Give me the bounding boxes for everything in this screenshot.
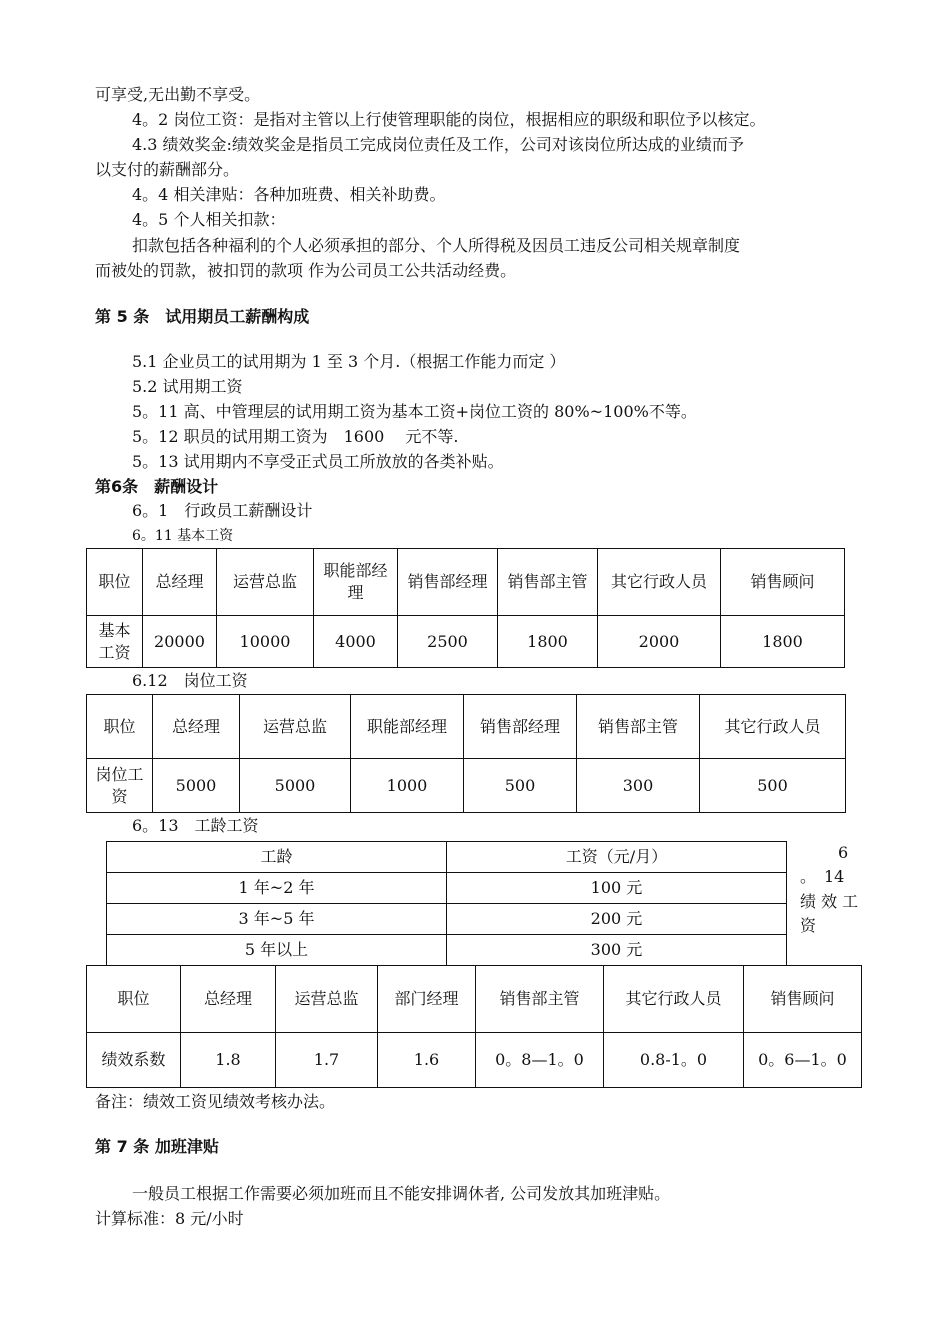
section-heading-fragment: 绩 效 工 [800, 892, 859, 911]
article-7-heading: 第 7 条 加班津贴 [95, 1137, 219, 1156]
text-line: 5。12 职员的试用期工资为 1600 元不等. [132, 427, 459, 446]
value-cell: 2000 [598, 616, 721, 668]
header-cell: 销售部主管 [476, 966, 604, 1033]
header-cell: 部门经理 [378, 966, 476, 1033]
header-cell: 总经理 [181, 966, 276, 1033]
text-line: 扣款包括各种福利的个人必须承担的部分、个人所得税及因员工违反公司相关规章制度 [132, 236, 741, 255]
header-cell: 销售顾问 [744, 966, 862, 1033]
row-label-cell: 岗位工资 [87, 759, 153, 813]
value-cell: 1.6 [378, 1033, 476, 1088]
header-cell: 职能部经理 [351, 695, 464, 759]
value-cell: 0。8—1。0 [476, 1033, 604, 1088]
value-cell: 5 年以上 [107, 935, 447, 966]
value-cell: 100 元 [447, 873, 787, 904]
text-line: 4。4 相关津贴：各种加班费、相关补助费。 [132, 185, 446, 204]
section-heading-fragment: 。 14 [800, 867, 845, 886]
value-cell: 1000 [351, 759, 464, 813]
text-line: 4。5 个人相关扣款： [132, 210, 286, 229]
seniority-salary-table [106, 841, 787, 966]
section-heading: 6。1 行政员工薪酬设计 [132, 501, 313, 520]
text-line: 5。11 高、中管理层的试用期工资为基本工资+岗位工资的 80%~100%不等。 [132, 402, 697, 421]
value-cell: 1.7 [276, 1033, 378, 1088]
header-cell: 职位 [87, 966, 181, 1033]
value-cell: 5000 [153, 759, 240, 813]
value-cell: 2500 [398, 616, 498, 668]
text-line: 而被处的罚款，被扣罚的款项 作为公司员工公共活动经费。 [95, 261, 517, 280]
text-line: 4.3 绩效奖金:绩效奖金是指员工完成岗位责任及工作，公司对该岗位所达成的业绩而予 [132, 135, 744, 154]
header-cell: 总经理 [143, 549, 217, 616]
article-6-heading: 第6条 薪酬设计 [95, 477, 219, 496]
header-cell: 其它行政人员 [598, 549, 721, 616]
performance-coefficient-table [86, 965, 862, 1088]
value-cell: 1 年~2 年 [107, 873, 447, 904]
value-cell: 300 [577, 759, 700, 813]
value-cell: 0.8-1。0 [604, 1033, 744, 1088]
header-cell: 运营总监 [240, 695, 351, 759]
value-cell: 5000 [240, 759, 351, 813]
text-line: 5.1 企业员工的试用期为 1 至 3 个月.（根据工作能力而定 ） [132, 352, 566, 371]
row-label-cell: 基本工资 [87, 616, 143, 668]
header-cell: 其它行政人员 [604, 966, 744, 1033]
header-cell: 销售部经理 [398, 549, 498, 616]
header-cell: 销售部主管 [577, 695, 700, 759]
header-cell: 运营总监 [217, 549, 314, 616]
section-heading-fragment: 资 [800, 916, 817, 935]
value-cell: 500 [464, 759, 577, 813]
article-5-heading: 第 5 条 试用期员工薪酬构成 [95, 307, 310, 326]
value-cell: 500 [700, 759, 846, 813]
text-line: 可享受,无出勤不享受。 [95, 85, 261, 104]
value-cell: 4000 [314, 616, 398, 668]
header-cell: 工龄 [107, 842, 447, 873]
header-cell: 销售部经理 [464, 695, 577, 759]
header-cell: 职能部经理 [314, 549, 398, 616]
header-cell: 职位 [87, 695, 153, 759]
text-line: 4。2 岗位工资：是指对主管以上行使管理职能的岗位，根据相应的职级和职位予以核定。 [132, 110, 766, 129]
value-cell: 200 元 [447, 904, 787, 935]
text-line: 5.2 试用期工资 [132, 377, 243, 396]
header-cell: 销售顾问 [721, 549, 845, 616]
base-salary-table [86, 548, 845, 668]
value-cell: 1.8 [181, 1033, 276, 1088]
row-label-cell: 绩效系数 [87, 1033, 181, 1088]
section-heading: 6。11 基本工资 [132, 528, 234, 544]
header-cell: 职位 [87, 549, 143, 616]
section-heading: 6。13 工龄工资 [132, 816, 259, 835]
text-line: 一般员工根据工作需要必须加班而且不能安排调休者, 公司发放其加班津贴。 [132, 1184, 671, 1203]
note: 备注：绩效工资见绩效考核办法。 [95, 1092, 336, 1111]
value-cell: 3 年~5 年 [107, 904, 447, 935]
value-cell: 0。6—1。0 [744, 1033, 862, 1088]
section-heading: 6.12 岗位工资 [132, 671, 248, 690]
section-heading-fragment: 6 [838, 843, 849, 862]
header-cell: 工资（元/月） [447, 842, 787, 873]
post-salary-table [86, 694, 846, 813]
text-line: 5。13 试用期内不享受正式员工所放放的各类补贴。 [132, 452, 504, 471]
value-cell: 1800 [498, 616, 598, 668]
header-cell: 总经理 [153, 695, 240, 759]
text-line: 以支付的薪酬部分。 [95, 160, 240, 179]
value-cell: 1800 [721, 616, 845, 668]
header-cell: 其它行政人员 [700, 695, 846, 759]
header-cell: 销售部主管 [498, 549, 598, 616]
header-cell: 运营总监 [276, 966, 378, 1033]
value-cell: 10000 [217, 616, 314, 668]
value-cell: 20000 [143, 616, 217, 668]
text-line: 计算标准：8 元/小时 [95, 1209, 244, 1228]
value-cell: 300 元 [447, 935, 787, 966]
